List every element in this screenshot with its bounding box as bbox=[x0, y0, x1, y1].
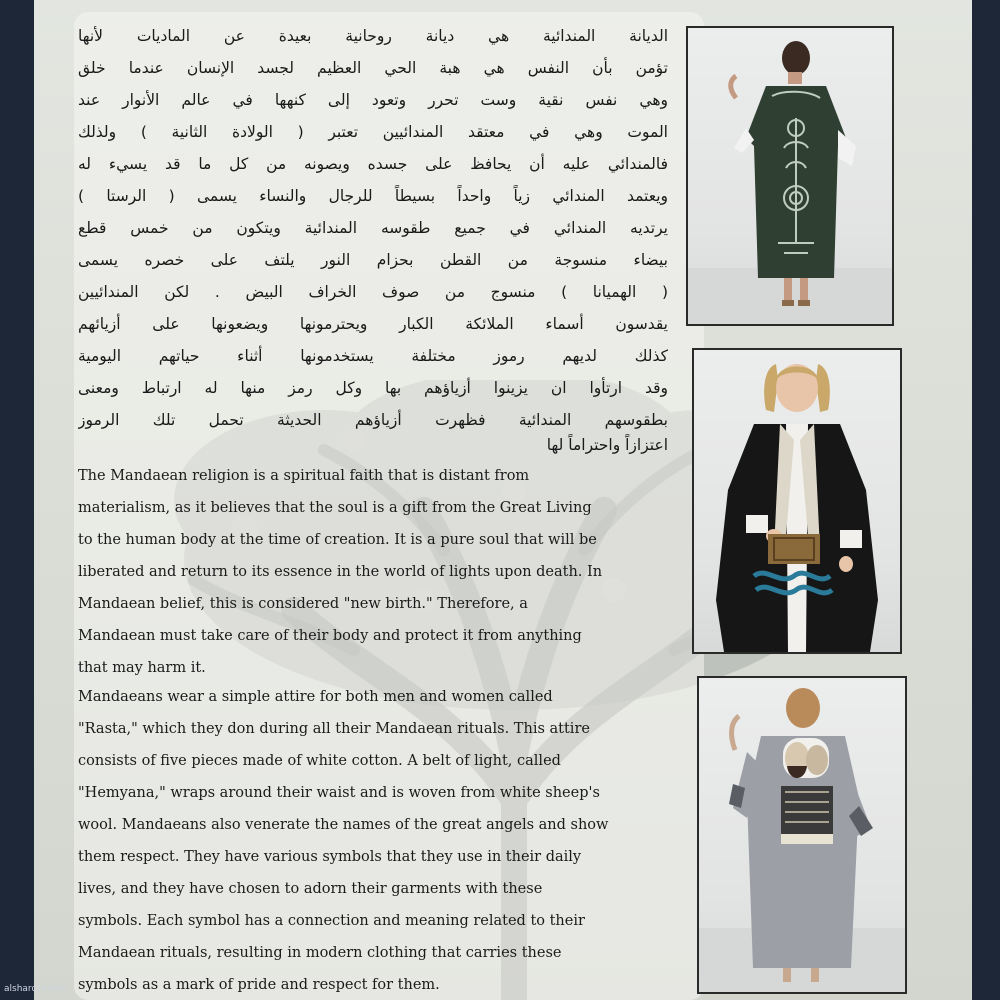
english-paragraph-line: Mandaean must take care of their body and protect it from anything bbox=[78, 628, 582, 644]
photo-green-robe-back bbox=[686, 26, 894, 326]
photo-grey-robe-back bbox=[697, 676, 907, 994]
model-green-robe-illustration bbox=[688, 28, 892, 324]
model-black-robe-illustration bbox=[694, 350, 900, 652]
arabic-paragraph-line: بطقوسهم المندائية فظهرت أزياؤهم الحديثة تحمل تلك الرموز bbox=[78, 411, 668, 429]
arabic-paragraph-line: ويعتمد المندائي زياً واحداً بسيطاً للرجال والنساء يسمى ( الرستا ) bbox=[78, 187, 668, 205]
arabic-paragraph-line: وقد ارتأوا ان يزينوا أزياؤهم بها وكل رمز منها له ارتباط ومعنى bbox=[78, 379, 668, 397]
english-paragraph-line: symbols. Each symbol has a connection and meaning related to their bbox=[78, 913, 585, 929]
english-paragraph-line: them respect. They have various symbols that they use in their daily bbox=[78, 849, 582, 865]
english-paragraph-line: The Mandaean religion is a spiritual faith that is distant from bbox=[78, 468, 530, 484]
english-paragraph-line: lives, and they have chosen to adorn their garments with these bbox=[78, 881, 543, 897]
arabic-paragraph-line: الديانة المندائية هي ديانة روحانية بعيدة عن الماديات لأنها bbox=[78, 27, 668, 45]
english-paragraph-line: consists of five pieces made of white cotton. A belt of light, called bbox=[78, 753, 561, 769]
arabic-paragraph-line: وهي نفس نقية وست تحرر وتعود إلى كنهها في عالم الأنوار عند bbox=[78, 91, 668, 109]
photo-black-robe-front bbox=[692, 348, 902, 654]
english-paragraph-line: "Hemyana," wraps around their waist and is woven from white sheep's bbox=[78, 785, 600, 801]
english-paragraph-line: to the human body at the time of creation. It is a pure soul that will be bbox=[78, 532, 597, 548]
arabic-paragraph-line: بيضاء منسوجة من القطن بحزام النور يلتف على خصره يسمى bbox=[78, 251, 668, 269]
model-grey-robe-illustration bbox=[699, 678, 905, 992]
catalog-page bbox=[34, 0, 972, 1000]
arabic-paragraph-line: اعتزازاً واحتراماً لها bbox=[546, 436, 668, 454]
arabic-paragraph-line: ( الهميانا ) منسوج من صوف الخراف البيض . لكن المندائيين bbox=[78, 283, 668, 301]
arabic-paragraph-line: فالمندائي عليه أن يحافظ على جسده ويصونه من كل ما قد يسيء له bbox=[78, 155, 668, 173]
arabic-paragraph-line: تؤمن بأن النفس هي هبة الحي العظيم لجسد الإنسان عندما خلق bbox=[78, 59, 668, 77]
english-paragraph-line: Mandaean rituals, resulting in modern clothing that carries these bbox=[78, 945, 562, 961]
watermark: alsharqtv.com bbox=[4, 984, 68, 994]
english-paragraph-line: Mandaean belief, this is considered "new birth." Therefore, a bbox=[78, 596, 528, 612]
arabic-paragraph-line: يرتديه المندائي في جميع طقوسه المندائية ويتكون من خمس قطع bbox=[78, 219, 668, 237]
arabic-paragraph-line: كذلك لديهم رموز مختلفة يستخدمونها أثناء حياتهم اليومية bbox=[78, 347, 668, 365]
english-paragraph-line: wool. Mandaeans also venerate the names of the great angels and show bbox=[78, 817, 609, 833]
english-paragraph-line: liberated and return to its essence in the world of lights upon death. In bbox=[78, 564, 603, 580]
english-paragraph-line: "Rasta," which they don during all their Mandaean rituals. This attire bbox=[78, 721, 590, 737]
english-paragraph-line: materialism, as it believes that the soul is a gift from the Great Living bbox=[78, 500, 592, 516]
english-paragraph-line: symbols as a mark of pride and respect for them. bbox=[78, 977, 440, 993]
english-paragraph-line: Mandaeans wear a simple attire for both men and women called bbox=[78, 689, 553, 705]
english-paragraph-line: that may harm it. bbox=[78, 660, 206, 676]
arabic-paragraph-line: يقدسون أسماء الملائكة الكبار ويحترمونها ويضعونها على أزيائهم bbox=[78, 315, 668, 333]
arabic-paragraph-line: الموت وهي في معتقد المندائيين تعتبر ( الولادة الثانية ) ولذلك bbox=[78, 123, 668, 141]
